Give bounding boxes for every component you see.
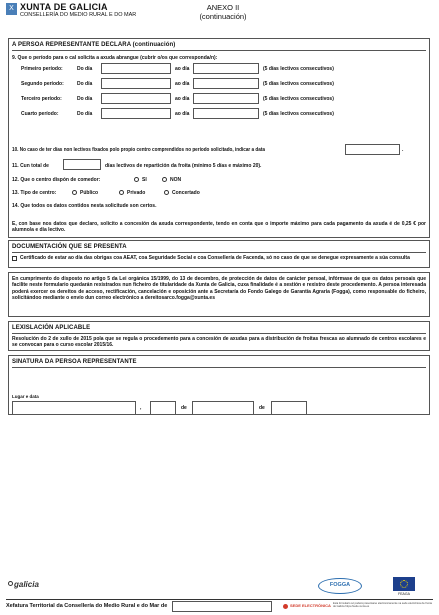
divider — [12, 50, 426, 51]
month-input[interactable] — [192, 401, 254, 415]
separator: , — [140, 405, 142, 411]
center-concerted-radio[interactable] — [164, 190, 169, 195]
period-to: ao día — [175, 96, 190, 102]
annex-subtitle: (continuación) — [199, 12, 247, 21]
question-9: 9. Que o período para o cal solicita a axuda abrangue (cubrir o/os que corresponda/n): — [12, 55, 218, 61]
period-from: Do día — [77, 66, 93, 72]
privacy-text: En cumprimento do disposto no artigo 5 da Lei orgánica 15/1999, do 13 de decembro, de protección de datos de carácter persoal, infórmase de que os datos persoais que facilite neste formulario quedarán rexistrados nun ficheiro de titularidade da Xunta de Galicia, cuxa finalidade é a xestión e rexistro deste procedemento. A persoa interesada poderá exercer os dereitos de acceso, rectificación, cancelación e oposición ante a Secretaría do Fondo Galego de Garantía Agraria (Fogga), como responsable do ficheiro, solicitándoo mediante o envío dun correo electrónico a dereitosarco.fogga@xunta.es — [12, 276, 426, 301]
period4-end-input[interactable] — [193, 108, 259, 119]
sede-note: Esta formulario só poderá presentarse electronicamente na sede electrónica da Xunta de Galicia https://sede.xunta.es — [333, 602, 432, 609]
day-input[interactable] — [150, 401, 176, 415]
period1-end-input[interactable] — [193, 63, 259, 74]
declaration-text: E, con base nos datos que declaro, solicito a concesión da axuda correspondente, tendo en conta que o importe máximo para cada pagamento da axuda é de 0,25 € por alumno/a e día lectivo. — [12, 221, 426, 234]
center-public-radio[interactable] — [72, 190, 77, 195]
question-14: 14. Que todos os datos contidos nesta solicitude son certos. — [12, 203, 157, 209]
period-from: Do día — [77, 81, 93, 87]
question-13: 13. Tipo de centro: — [12, 190, 57, 196]
section-privacy — [8, 272, 430, 317]
legislation-text: Resolución do 2 de xullo de 2015 pola que se regula o procedemento para a concesión de axudas para a distribución de froitas frescas ao alumnado de centros escolares e se convocan para o curso escolar 2015/16. — [12, 336, 426, 349]
question-10: 10. No caso de ter días non lectivos fixados polo propio centro comprendidos no período solicitado, indicar a data — [12, 147, 265, 153]
option-label: Privado — [127, 190, 146, 196]
period-note: (5 días lectivos consecutivos) — [263, 66, 334, 72]
sede-label: SEDE ELECTRÓNICA — [290, 603, 331, 608]
divider — [12, 367, 426, 368]
footer-divider — [6, 599, 433, 600]
period-from: Do día — [77, 96, 93, 102]
total-days-input[interactable] — [63, 159, 101, 170]
period4-start-input[interactable] — [101, 108, 171, 119]
period-to: ao día — [175, 66, 190, 72]
fogga-label: FOGGA — [329, 582, 351, 588]
option-label: Concertado — [172, 190, 200, 196]
question-11-end: días lectivos de repartición da froita (mínimo 5 días e máximo 20). — [105, 163, 262, 169]
feaga-label: FEAGA — [398, 592, 410, 596]
section-legislation — [8, 321, 430, 351]
divider — [12, 333, 426, 334]
galicia-mark-icon — [8, 581, 13, 586]
de-label: de — [181, 405, 187, 411]
period-to: ao día — [175, 81, 190, 87]
dining-yes-radio[interactable] — [134, 177, 139, 182]
question-12: 12. Que o centro dispón de comedor: — [12, 177, 101, 183]
question-10-end: . — [402, 147, 404, 153]
period-note: (5 días lectivos consecutivos) — [263, 81, 334, 87]
divider — [12, 252, 426, 253]
option-label: Público — [80, 190, 99, 196]
logo-subtitle: CONSELLERÍA DO MEDIO RURAL E DO MAR — [20, 12, 137, 18]
eu-stars-icon — [400, 580, 408, 588]
period-note: (5 días lectivos consecutivos) — [263, 111, 334, 117]
logo-title: XUNTA DE GALICIA — [20, 2, 108, 12]
section-title: A PERSOA REPRESENTANTE DECLARA (continuación) — [12, 42, 176, 48]
section-representative-declares — [8, 38, 430, 238]
section-title: DOCUMENTACIÓN QUE SE PRESENTA — [12, 244, 127, 250]
section-title: SINATURA DA PERSOA REPRESENTANTE — [12, 359, 137, 365]
place-date-label: Lugar e data — [12, 394, 39, 399]
certificate-checkbox[interactable] — [12, 256, 17, 261]
office-input[interactable] — [172, 601, 272, 612]
fogga-logo — [318, 578, 362, 594]
eu-flag-icon — [393, 577, 415, 591]
non-teaching-days-input[interactable] — [345, 144, 400, 155]
place-input[interactable] — [12, 401, 136, 415]
period-label: Segundo período: — [21, 81, 64, 87]
xunta-logo-icon: X — [6, 3, 17, 15]
section-signature — [8, 355, 430, 415]
period-label: Cuarto período: — [21, 111, 59, 117]
period3-start-input[interactable] — [101, 93, 171, 104]
option-label: SI — [142, 177, 147, 183]
year-input[interactable] — [271, 401, 307, 415]
footer-office-label: Xefatura Territorial da Consellería do Medio Rural e do Mar de — [6, 603, 168, 609]
period-to: ao día — [175, 111, 190, 117]
period-from: Do día — [77, 111, 93, 117]
period3-end-input[interactable] — [193, 93, 259, 104]
question-11-start: 11. Cun total de — [12, 163, 49, 169]
certificate-text: Certificado de estar ao día das obrigas coa AEAT, coa Seguridade Social e coa Consellería de Facenda, só no caso de que se denegue expresamente a súa consulta — [20, 255, 410, 261]
period-label: Terceiro período: — [21, 96, 62, 102]
period-label: Primeiro período: — [21, 66, 63, 72]
period2-start-input[interactable] — [101, 78, 171, 89]
option-label: NON — [170, 177, 182, 183]
annex-heading — [193, 3, 253, 21]
center-private-radio[interactable] — [119, 190, 124, 195]
sede-icon — [283, 604, 288, 609]
galicia-logo: galicia — [14, 580, 39, 589]
dining-no-radio[interactable] — [162, 177, 167, 182]
section-documentation — [8, 240, 430, 268]
period2-end-input[interactable] — [193, 78, 259, 89]
section-title: LEXISLACIÓN APLICABLE — [12, 325, 91, 331]
de-label: de — [259, 405, 265, 411]
period1-start-input[interactable] — [101, 63, 171, 74]
annex-title: ANEXO II — [206, 3, 240, 12]
period-note: (5 días lectivos consecutivos) — [263, 96, 334, 102]
